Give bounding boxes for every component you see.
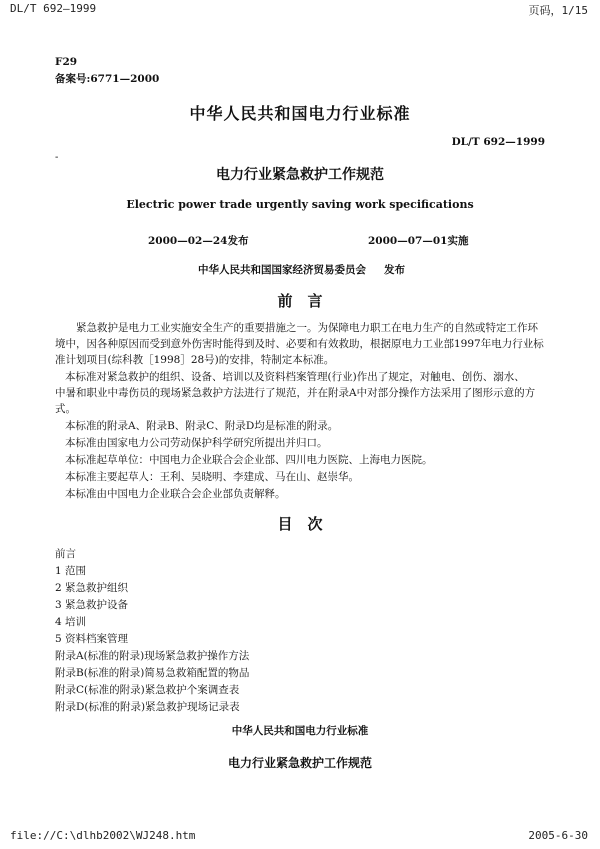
foreword-line: 准计划项目(综科教［1998］28号)的安排，特制定本标准。 [55,354,335,366]
body-standard-type: 中华人民共和国电力行业标准 [231,725,369,737]
publisher-org: 中华人民共和国国家经济贸易委员会 [198,264,366,276]
foreword-paragraph: 本标准由中国电力企业联合会企业部负责解释。 [65,488,286,500]
foreword-paragraph [55,369,545,417]
effective-date: 2000—07—01实施 [368,235,469,247]
toc-item[interactable]: 前言 [55,548,76,560]
foreword-line: 境中，因各种原因而受到意外伤害时能得到及时、必要和有效救助，根据原电力工业部1997年电力行业标 [55,338,544,350]
standard-number: DL/T 692—1999 [451,136,545,148]
toc-item[interactable]: 附录C(标准的附录)紧急救护个案调查表 [55,684,240,696]
dash-mark: - [55,152,59,163]
toc-item[interactable]: 1 范围 [55,565,87,577]
body-title: 电力行业紧急救护工作规范 [227,756,372,770]
title-en: Electric power trade urgently saving work specifications [126,198,474,211]
toc-item[interactable]: 5 资料档案管理 [55,633,129,645]
foreword-line: 紧急救护是电力工业实施安全生产的重要措施之一。为保障电力职工在电力生产的自然或特定工作环 [76,322,538,334]
foreword-heading: 前 言 [277,292,323,310]
issue-date: 2000—02—24发布 [148,235,249,247]
foreword-paragraph: 本标准的附录A、附录B、附录C、附录D均是标准的附录。 [65,420,339,432]
title-cn: 电力行业紧急救护工作规范 [216,167,384,183]
toc-heading: 目 次 [277,515,323,533]
header-page-number: 页码，1/15 [528,4,588,17]
toc-item[interactable]: 2 紧急救护组织 [55,582,129,594]
foreword-paragraph [55,320,545,368]
foreword-line: 中暑和职业中毒伤员的现场紧急救护方法进行了规范，并在附录A中对部分操作方法采用了图形示意的方 [55,387,536,399]
record-number: 备案号:6771—2000 [55,73,160,85]
toc-item[interactable]: 附录D(标准的附录)紧急救护现场记录表 [55,701,240,713]
standard-type: 中华人民共和国电力行业标准 [189,104,411,123]
toc-item[interactable]: 4 培训 [55,616,87,628]
toc-item[interactable]: 3 紧急救护设备 [55,599,129,611]
classification-code: F29 [55,56,78,68]
foreword-line: 式。 [55,403,76,415]
foreword-line: 本标准对紧急救护的组织、设备、培训以及资料档案管理(行业)作出了规定，对触电、创伤、溺水、 [65,371,525,383]
header-doc-code: DL/T 692—1999 [10,2,97,15]
toc-item[interactable]: 附录A(标准的附录)现场紧急救护操作方法 [55,650,250,662]
foreword-paragraph: 本标准起草单位：中国电力企业联合会企业部、四川电力医院、上海电力医院。 [65,454,433,466]
foreword-paragraph: 本标准由国家电力公司劳动保护科学研究所提出并归口。 [65,437,328,449]
footer-file-path[interactable]: file://C:\dlhb2002\WJ248.htm [10,829,196,842]
foreword-paragraph: 本标准主要起草人：王利、吴晓明、李建成、马在山、赵崇华。 [65,471,359,483]
footer-date: 2005-6-30 [528,829,588,842]
publisher-action: 发布 [384,264,405,276]
toc-item[interactable]: 附录B(标准的附录)简易急救箱配置的物品 [55,667,250,679]
